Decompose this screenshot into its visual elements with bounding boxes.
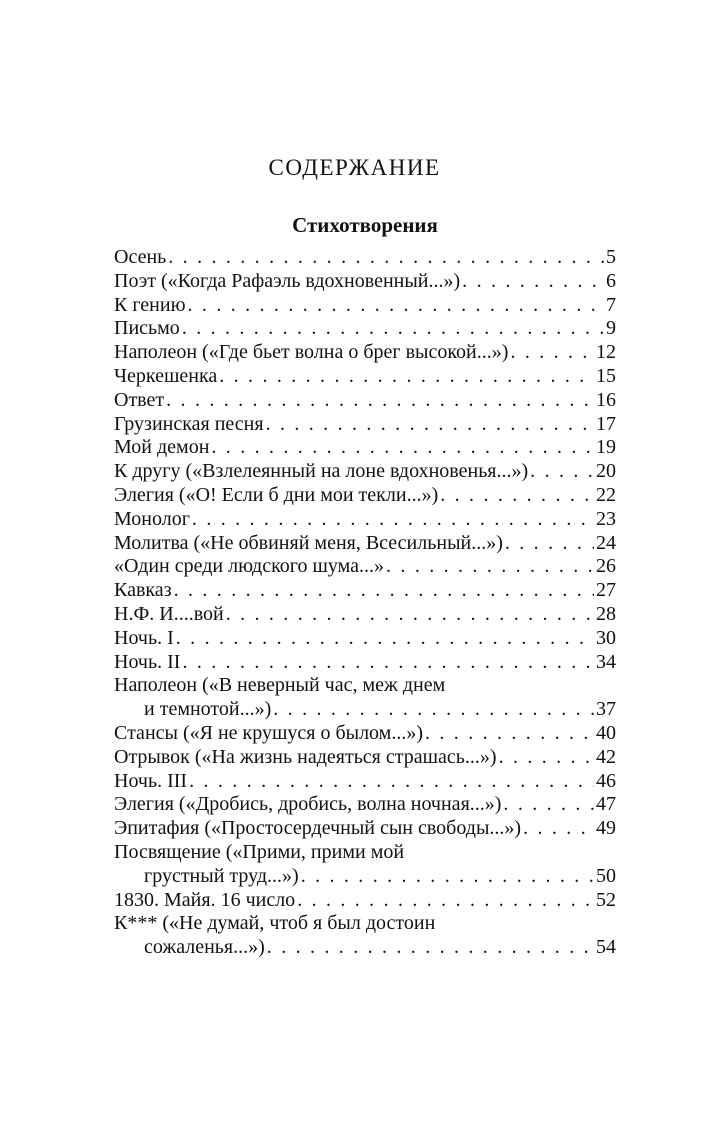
toc-entry-line (114, 698, 616, 722)
toc-entry-title: и темнотой...») (144, 698, 272, 721)
toc-entry-title: Ответ (114, 388, 165, 411)
dot-leader (510, 341, 594, 365)
toc-entry (114, 651, 616, 675)
toc-entry (114, 912, 616, 960)
dot-leader (166, 389, 594, 413)
toc-entry (114, 270, 616, 294)
toc-entry (114, 817, 616, 841)
dot-leader (211, 436, 594, 460)
toc-page-number: 34 (596, 650, 616, 673)
dot-leader (273, 698, 594, 722)
toc-entry-line (114, 294, 616, 318)
toc-page-number: 16 (596, 388, 616, 411)
toc-page-number: 19 (596, 436, 616, 459)
toc-entry-line (114, 936, 616, 960)
dot-leader (425, 722, 594, 746)
toc-page-number: 28 (596, 602, 616, 625)
toc-page-number: 20 (596, 460, 616, 483)
dot-leader (440, 484, 594, 508)
toc-entry (114, 793, 616, 817)
toc-entry-title: Мой демон (114, 436, 210, 459)
toc-page-number: 6 (606, 269, 616, 292)
toc-page-number: 40 (596, 721, 616, 744)
toc-entry-line (114, 746, 616, 770)
toc-entry-line (114, 508, 616, 532)
toc-entry (114, 674, 616, 722)
dot-leader (297, 889, 594, 913)
toc-page-number: 26 (596, 555, 616, 578)
toc-entry-title: Эпитафия («Простосердечный сын свободы...») (114, 817, 522, 840)
toc-entry (114, 841, 616, 889)
toc-entry (114, 770, 616, 794)
dot-leader (301, 865, 594, 889)
toc-page-number: 7 (606, 293, 616, 316)
toc-entry (114, 484, 616, 508)
toc-entry-line (114, 841, 616, 865)
toc-entry (114, 294, 616, 318)
toc-page-number: 52 (596, 888, 616, 911)
toc-entry-title: Наполеон («Где бьет волна о брег высокой...») (114, 341, 509, 364)
toc-entry-title: сожаленья...») (144, 936, 265, 959)
toc-page-number: 37 (596, 698, 616, 721)
toc-entry-title: Ночь. III (114, 769, 188, 792)
toc-page-number: 27 (596, 579, 616, 602)
toc-entry-title: К*** («Не думай, чтоб я был достоин (114, 912, 436, 935)
dot-leader (503, 793, 594, 817)
toc-entry-title: Поэт («Когда Рафаэль вдохновенный...») (114, 269, 461, 292)
toc-entry-title: Черкешенка (114, 364, 218, 387)
toc-entry-line (114, 484, 616, 508)
toc-entry-line (114, 555, 616, 579)
toc-entry-title: 1830. Майя. 16 число (114, 888, 296, 911)
toc-entry-title: Ночь. II (114, 650, 181, 673)
dot-leader (226, 603, 594, 627)
toc-entry (114, 436, 616, 460)
toc-page-number: 17 (596, 412, 616, 435)
dot-leader (174, 579, 594, 603)
dot-leader (266, 413, 594, 437)
dot-leader (523, 817, 594, 841)
toc-entry-line (114, 722, 616, 746)
dot-leader (267, 936, 594, 960)
toc-entry (114, 508, 616, 532)
toc-entry (114, 460, 616, 484)
toc-entry-line (114, 532, 616, 556)
toc-page-number: 24 (596, 531, 616, 554)
toc-entry-line (114, 770, 616, 794)
toc-entry-title: Элегия («Дробись, дробись, волна ночная...») (114, 793, 502, 816)
dot-leader (192, 508, 594, 532)
dot-leader (188, 294, 604, 318)
toc-entry-title: Отрывок («На жизнь надеяться страшась...») (114, 745, 497, 768)
toc-entry (114, 341, 616, 365)
toc-entry-title: Осень (114, 246, 167, 268)
toc-page-number: 23 (596, 507, 616, 530)
toc-page-number: 5 (606, 246, 616, 268)
toc-entry (114, 365, 616, 389)
dot-leader (176, 627, 594, 651)
toc-entry-title: Грузинская песня (114, 412, 264, 435)
dot-leader (462, 270, 604, 294)
toc-entry-line (114, 793, 616, 817)
toc-entry (114, 246, 616, 270)
toc-entry-line (114, 817, 616, 841)
toc-entry-title: Кавказ (114, 579, 172, 602)
toc-entry-line (114, 651, 616, 675)
dot-leader (530, 460, 594, 484)
toc-page-number: 42 (596, 745, 616, 768)
toc-entry-line (114, 341, 616, 365)
dot-leader (189, 770, 594, 794)
toc-entry (114, 603, 616, 627)
toc-entry-title: Монолог (114, 507, 190, 530)
toc-entry-title: Письмо (114, 317, 180, 340)
dot-leader (505, 532, 594, 556)
toc-entry (114, 627, 616, 651)
toc-entry-line (114, 889, 616, 913)
toc-page-number: 15 (596, 364, 616, 387)
toc-page-number: 50 (596, 864, 616, 887)
table-of-contents (114, 246, 616, 960)
dot-leader (499, 746, 594, 770)
toc-entry-line (114, 246, 616, 270)
toc-entry-title: Посвящение («Прими, прими мой (114, 840, 405, 863)
dot-leader (182, 651, 594, 675)
toc-entry-line (114, 674, 616, 698)
toc-entry-line (114, 436, 616, 460)
toc-entry-line (114, 912, 616, 936)
dot-leader (182, 317, 604, 341)
toc-entry-title: К другу («Взлелеянный на лоне вдохновенья...») (114, 460, 529, 483)
toc-page-number: 46 (596, 769, 616, 792)
dot-leader (168, 246, 604, 270)
toc-page-number: 12 (596, 341, 616, 364)
toc-page-number: 30 (596, 626, 616, 649)
dot-leader (386, 555, 594, 579)
dot-leader (219, 365, 594, 389)
toc-entry-title: Наполеон («В неверный час, меж днем (114, 674, 446, 697)
toc-entry-title: грустный труд...») (144, 864, 299, 887)
toc-entry-line (114, 365, 616, 389)
toc-entry-title: «Один среди людского шума...» (114, 555, 385, 578)
toc-entry (114, 889, 616, 913)
toc-page-number: 9 (606, 317, 616, 340)
toc-page-number: 22 (596, 483, 616, 506)
toc-page-number: 47 (596, 793, 616, 816)
toc-page-number: 49 (596, 817, 616, 840)
toc-page-number: 54 (596, 936, 616, 959)
toc-entry (114, 317, 616, 341)
toc-entry (114, 389, 616, 413)
toc-entry-title: Молитва («Не обвиняй меня, Всесильный...») (114, 531, 503, 554)
toc-entry-line (114, 317, 616, 341)
toc-entry-title: Н.Ф. И....вой (114, 602, 224, 625)
toc-entry (114, 413, 616, 437)
toc-entry (114, 532, 616, 556)
toc-entry-line (114, 460, 616, 484)
toc-entry (114, 579, 616, 603)
toc-entry-title: Элегия («О! Если б дни мои текли...») (114, 483, 439, 506)
toc-entry-title: Стансы («Я не крушуся о былом...») (114, 721, 423, 744)
toc-entry-title: К гению (114, 293, 186, 316)
toc-entry (114, 722, 616, 746)
section-title: Стихотворения (292, 213, 438, 237)
toc-entry-line (114, 579, 616, 603)
toc-entry-line (114, 413, 616, 437)
toc-entry (114, 746, 616, 770)
toc-entry-line (114, 603, 616, 627)
toc-entry (114, 555, 616, 579)
toc-entry-title: Ночь. I (114, 626, 174, 649)
toc-entry-line (114, 270, 616, 294)
toc-entry-line (114, 627, 616, 651)
toc-entry-line (114, 389, 616, 413)
toc-entry-line (114, 865, 616, 889)
page-heading: СОДЕРЖАНИЕ (268, 155, 441, 180)
